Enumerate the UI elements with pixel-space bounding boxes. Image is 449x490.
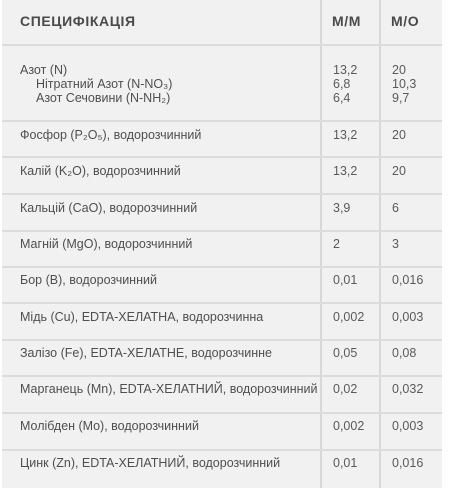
row-name: Мідь (Cu), EDTA-ХЕЛАТНА, водорозчинна bbox=[20, 310, 264, 324]
table-row bbox=[2, 304, 442, 341]
header-mo: М/О bbox=[391, 13, 420, 29]
table-row-nitrogen bbox=[2, 46, 442, 122]
row-value-mo: 0,003 bbox=[392, 310, 424, 324]
row-name bbox=[20, 63, 172, 105]
row-name: Молібден (Mo), водорозчинний bbox=[20, 419, 199, 433]
row-value-mm: 0,05 bbox=[333, 346, 358, 360]
row-name: Магній (MgO), водорозчинний bbox=[20, 237, 193, 251]
row-value-mo: 0,016 bbox=[392, 273, 424, 287]
table-row bbox=[2, 451, 442, 488]
row-value-mo: 0,003 bbox=[392, 419, 424, 433]
row-name: Фосфор (P₂O₅), водорозчинний bbox=[20, 128, 202, 142]
row-value-mm: 0,01 bbox=[333, 456, 358, 470]
row-value-mo: 20 bbox=[392, 164, 406, 178]
table-row bbox=[2, 158, 442, 195]
row-value-mm: 0,002 bbox=[333, 310, 365, 324]
row-value-mo bbox=[392, 63, 416, 105]
header-mm: М/М bbox=[332, 13, 362, 29]
row-value-mo: 6 bbox=[392, 201, 399, 215]
header-specification: СПЕЦИФІКАЦІЯ bbox=[20, 13, 136, 29]
table-row bbox=[2, 195, 442, 232]
row-value-mm: 13,2 bbox=[333, 164, 358, 178]
row-name: Кальцій (CaO), водорозчинний bbox=[20, 201, 198, 215]
row-value-mm: 3,9 bbox=[333, 201, 351, 215]
row-name-line: Азот (N) bbox=[20, 63, 68, 77]
row-value-mm: 0,02 bbox=[333, 382, 358, 396]
row-name-line: Азот Сечовини (N-NH₂) bbox=[36, 91, 171, 105]
value-line: 10,3 bbox=[392, 77, 417, 91]
row-value-mm: 2 bbox=[333, 237, 340, 251]
row-value-mo: 0,032 bbox=[392, 382, 424, 396]
row-name: Марганець (Mn), EDTA-ХЕЛАТНИЙ, водорозчинний bbox=[20, 382, 318, 396]
table-row bbox=[2, 232, 442, 268]
value-line: 6,8 bbox=[333, 77, 351, 91]
row-value-mo: 0,08 bbox=[392, 346, 417, 360]
row-value-mm: 13,2 bbox=[333, 128, 358, 142]
row-name: Залізо (Fe), EDTA-ХЕЛАТНЕ, водорозчинне bbox=[20, 346, 272, 360]
row-name: Калій (K₂O), водорозчинний bbox=[20, 164, 181, 178]
row-value-mo: 0,016 bbox=[392, 456, 424, 470]
value-line: 9,7 bbox=[392, 91, 410, 105]
row-value-mo: 3 bbox=[392, 237, 399, 251]
row-name: Цинк (Zn), EDTA-ХЕЛАТНИЙ, водорозчинний bbox=[20, 456, 281, 470]
table-row bbox=[2, 268, 442, 304]
table-row bbox=[2, 341, 442, 377]
specification-table bbox=[2, 0, 442, 488]
value-line: 6,4 bbox=[333, 91, 351, 105]
value-line: 20 bbox=[392, 63, 406, 77]
table-row bbox=[2, 122, 442, 158]
row-value-mo: 20 bbox=[392, 128, 406, 142]
row-value-mm bbox=[333, 63, 357, 105]
table-row bbox=[2, 414, 442, 451]
value-line: 13,2 bbox=[333, 63, 358, 77]
row-name: Бор (B), водорозчинний bbox=[20, 273, 157, 287]
row-name-line: Нітратний Азот (N-NO₃) bbox=[36, 77, 173, 91]
table-header bbox=[2, 0, 442, 46]
row-value-mm: 0,01 bbox=[333, 273, 358, 287]
row-value-mm: 0,002 bbox=[333, 419, 365, 433]
table-row bbox=[2, 377, 442, 414]
